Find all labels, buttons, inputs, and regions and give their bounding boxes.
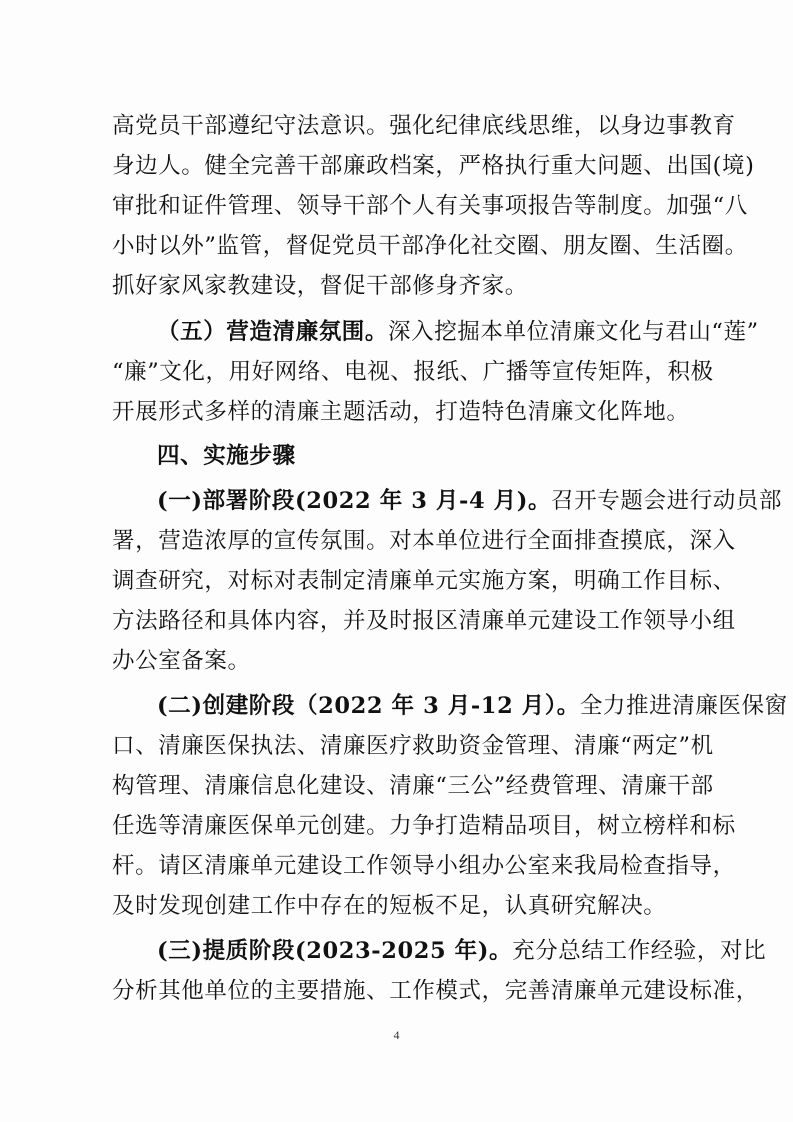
text-line: 调查研究，对标对表制定清廉单元实施方案，明确工作目标、 — [112, 568, 736, 594]
paragraph-heading: (一)部署阶段(2022 年 3 月-4 月)。 — [157, 488, 552, 514]
paragraph-text: 充分总结工作经验，对比 — [512, 938, 767, 964]
text-line: 小时以外”监管，督促党员干部净化社交圈、朋友圈、生活圈。 — [112, 233, 748, 259]
paragraph-heading: (二)创建阶段（2022 年 3 月-12 月）。 — [157, 693, 580, 719]
text-line: 署，营造浓厚的宣传氛围。对本单位进行全面排查摸底，深入 — [112, 528, 736, 554]
paragraph-first-line — [157, 481, 783, 521]
paragraph-text: 召开专题会进行动员部 — [551, 488, 783, 514]
text-line: 高党员干部遵纪守法意识。强化纪律底线思维，以身边事教育 — [112, 113, 736, 139]
text-line: 办公室备案。 — [112, 648, 251, 674]
text-line: 构管理、清廉信息化建设、清廉“三公”经费管理、清廉干部 — [112, 773, 714, 799]
paragraph-first-line — [157, 312, 759, 352]
text-line: 审批和证件管理、领导干部个人有关事项报告等制度。加强“八 — [112, 193, 748, 219]
text-line: “廉”文化，用好网络、电视、报纸、广播等宣传矩阵，积极 — [112, 359, 714, 385]
text-line: 口、清廉医保执法、清廉医疗救助资金管理、清廉“两定”机 — [112, 733, 714, 759]
paragraph-text: 深入挖掘本单位清廉文化与君山“莲” — [388, 319, 759, 345]
paragraph-first-line — [157, 931, 767, 971]
text-line: 抓好家风家教建设，督促干部修身齐家。 — [112, 273, 528, 299]
section-title: 四、实施步骤 — [157, 443, 296, 469]
paragraph-text: 全力推进清廉医保窗 — [579, 693, 788, 719]
text-line: 杆。请区清廉单元建设工作领导小组办公室来我局检查指导， — [112, 853, 736, 879]
text-line: 方法路径和具体内容，并及时报区清廉单元建设工作领导小组 — [112, 608, 736, 634]
text-line: 分析其他单位的主要措施、工作模式，完善清廉单元建设标准， — [112, 978, 759, 1004]
text-line: 开展形式多样的清廉主题活动，打造特色清廉文化阵地。 — [112, 399, 690, 425]
paragraph-first-line — [157, 686, 788, 726]
text-line: 及时发现创建工作中存在的短板不足，认真研究解决。 — [112, 893, 667, 919]
text-line: 任选等清廉医保单元创建。力争打造精品项目，树立榜样和标 — [112, 813, 736, 839]
paragraph-heading: （五）营造清廉氛围。 — [157, 319, 389, 345]
page-number: 4 — [393, 1028, 400, 1042]
paragraph-heading: (三)提质阶段(2023-2025 年)。 — [157, 938, 513, 964]
text-line: 身边人。健全完善干部廉政档案，严格执行重大问题、出国(境) — [112, 153, 755, 179]
